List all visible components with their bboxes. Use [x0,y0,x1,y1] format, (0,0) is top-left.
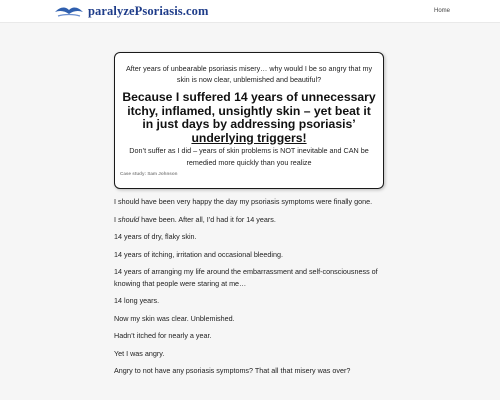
site-header [0,0,500,23]
article-text: have been. After all, I’d had it for 14 years. [139,214,276,224]
article-emphasis: should [118,214,140,224]
article-paragraph: Now my skin was clear. Unblemished. [114,313,235,323]
article-paragraph: Yet I was angry. [114,348,165,358]
site-logo[interactable] [54,2,208,20]
case-study-caption: Case study: Sam Johnson [120,171,178,176]
hero-headline-underlined: underlying triggers! [191,130,307,145]
hero-headline-main: Because I suffered 14 years of unnecessary itchy, inflamed, unsightly skin – yet beat it in just days by addressing psoriasis’ [122,90,376,131]
article-paragraph: I should have been very happy the day my psoriasis symptoms were finally gone. [114,197,373,206]
article-paragraph [114,214,382,226]
hero-intro: After years of unbearable psoriasis misery… why would I be so angry that my skin is now clear, unblemished and beautiful? [125,64,373,84]
article-paragraph: 14 years of itching, irritation and occasional bleeding. [114,249,284,259]
article-text: I [114,214,118,224]
logo-text: paralyzePsoriasis.com [88,4,209,18]
hero-box [114,52,384,189]
article-paragraph: Angry to not have any psoriasis symptoms? That all that misery was over? [114,366,351,375]
hero-headline [121,91,377,145]
article-paragraph: 14 years of arranging my life around the embarrassment and self-consciousness of knowing that people were staring at me… [114,267,378,288]
article-paragraph: Hadn’t itched for nearly a year. [114,331,212,340]
article-body [114,196,382,383]
article-paragraph: 14 long years. [114,296,160,305]
article-paragraph: 14 years of dry, flaky skin. [114,232,197,241]
nav-home-link[interactable]: Home [433,8,450,14]
hero-subheadline: Don’t suffer as I did – years of skin problems is NOT inevitable and CAN be remedied more quickly than you realize [129,146,369,167]
eagle-logo-icon [54,3,84,19]
